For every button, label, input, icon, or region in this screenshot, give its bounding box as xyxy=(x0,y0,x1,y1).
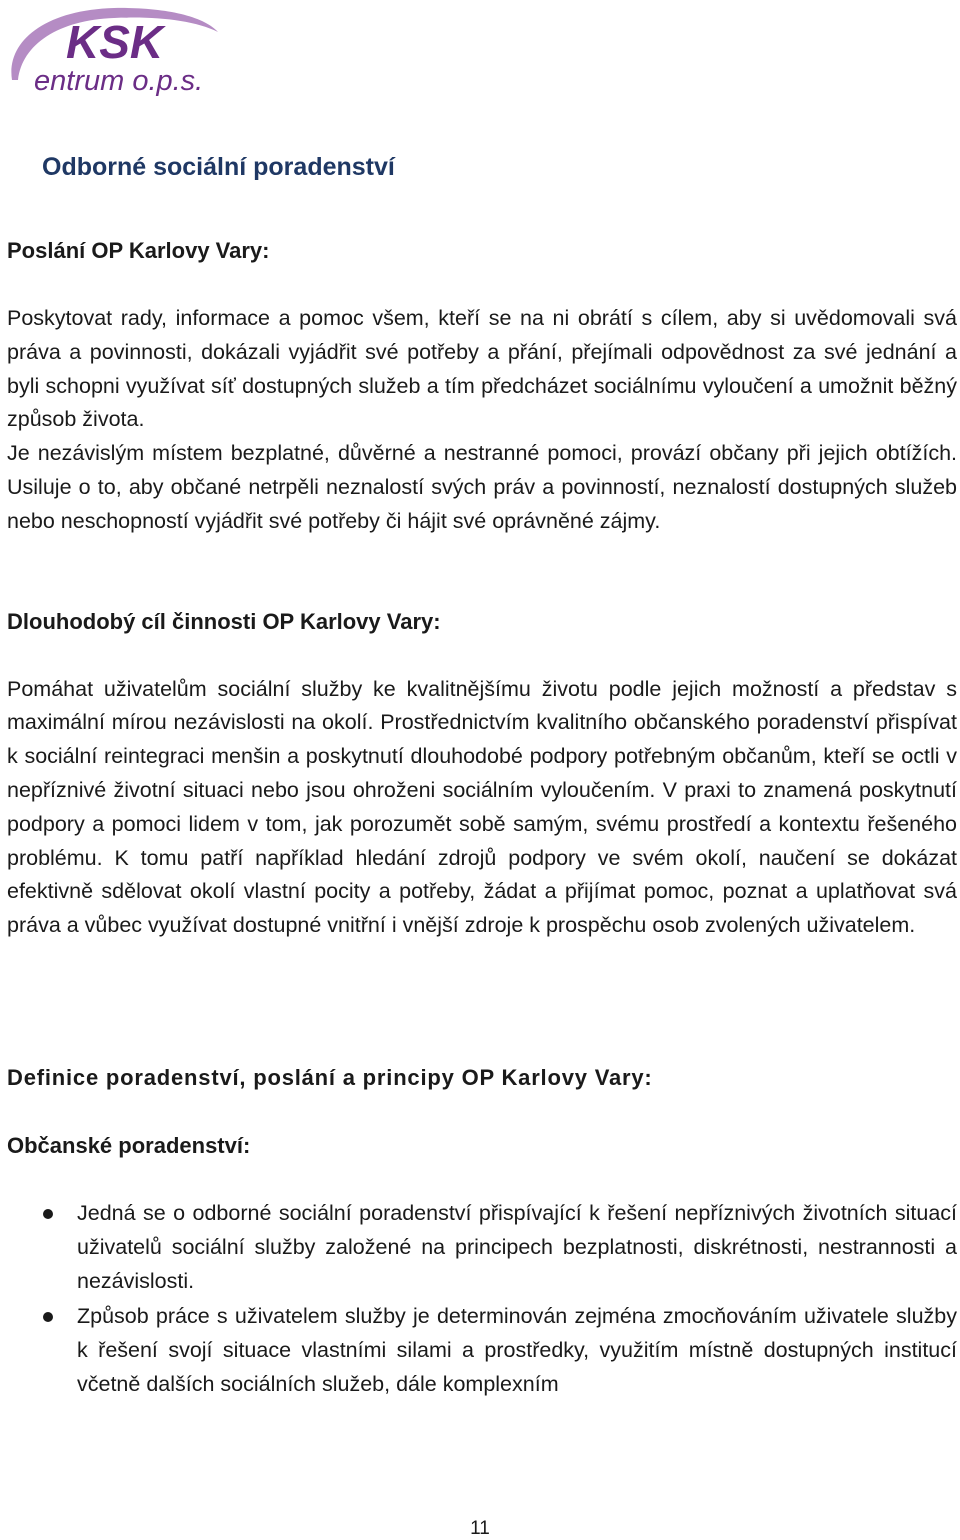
list-item-text: Způsob práce s uživatelem služby je determinován zejména zmocňováním uživatele služby k řešení svojí situace vlastními silami a prostředky, využitím místně dostupných institucí včetně dalších sociálních služeb, dále komplexním xyxy=(77,1304,957,1396)
section-heading-definice: Definice poradenství, poslání a principy OP Karlovy Vary: xyxy=(7,1064,653,1090)
document-body xyxy=(7,148,957,1404)
list-item xyxy=(7,1300,957,1401)
bullet-icon xyxy=(43,1312,53,1322)
page-number: 11 xyxy=(470,1518,490,1539)
bullet-icon xyxy=(43,1209,53,1219)
page-title: Odborné sociální poradenství xyxy=(42,153,395,181)
section-heading-cil: Dlouhodobý cíl činnosti OP Karlovy Vary: xyxy=(7,608,441,634)
list-item-text: Jedná se o odborné sociální poradenství přispívající k řešení nepříznivých životních situací uživatelů sociální služby založené na principech bezplatnosti, diskrétnosti, nestrannosti a nezávislosti. xyxy=(77,1200,957,1293)
poslani-paragraph-1: Poskytovat rady, informace a pomoc všem, kteří se na ni obrátí s cílem, aby si uvědomovali svá práva a povinnosti, dokázali vyjádřit své potřeby a přání, přejímali odpovědnost za své jednání a byli schopni využívat síť dostupných služeb a tím předcházet sociálnímu vyloučení a umožnit běžný způsob života. xyxy=(7,306,957,432)
section-heading-obcanske: Občanské poradenství: xyxy=(7,1132,251,1158)
ksk-logo-graphic xyxy=(4,2,224,102)
obcanske-bullet-list xyxy=(7,1197,957,1402)
list-item xyxy=(7,1197,957,1298)
section-heading-poslani: Poslání OP Karlovy Vary: xyxy=(7,238,270,263)
logo-tagline-text: entrum o.p.s. xyxy=(34,65,204,97)
logo-brand-text: KSK xyxy=(66,16,164,68)
ksk-logo xyxy=(4,2,224,102)
poslani-paragraph-2: Je nezávislým místem bezplatné, důvěrné a nestranné pomoci, provází občany při jejich obtížích. Usiluje o to, aby občané netrpěli neznalostí svých práv a povinností, neznalostí dostupných služeb nebo neschopností vyjádřit své potřeby či hájit své oprávněné zájmy. xyxy=(7,441,957,533)
cil-paragraph: Pomáhat uživatelům sociální služby ke kvalitnějšímu životu podle jejich možností a představ s maximální mírou nezávislosti na okolí. Prostřednictvím kvalitního občanského poradenství přispívat k sociální reintegraci menšin a poskytnutí dlouhodobé podpory potřebným občanům, kteří se octli v nepříznivé životní situaci nebo jsou ohroženi sociálním vyloučením. V praxi to znamená poskytnutí podpory a pomoci lidem v tom, jak porozumět sobě samým, svému prostředí a kontextu řešeného problému. K tomu patří například hledání zdrojů podpory ve svém okolí, naučení se dokázat efektivně sdělovat okolí vlastní pocity a potřeby, žádat a přijímat pomoc, poznat a uplatňovat svá práva a vůbec využívat dostupné vnitřní i vnější zdroje k prospěchu osob zvolených uživatelem. xyxy=(7,676,957,938)
